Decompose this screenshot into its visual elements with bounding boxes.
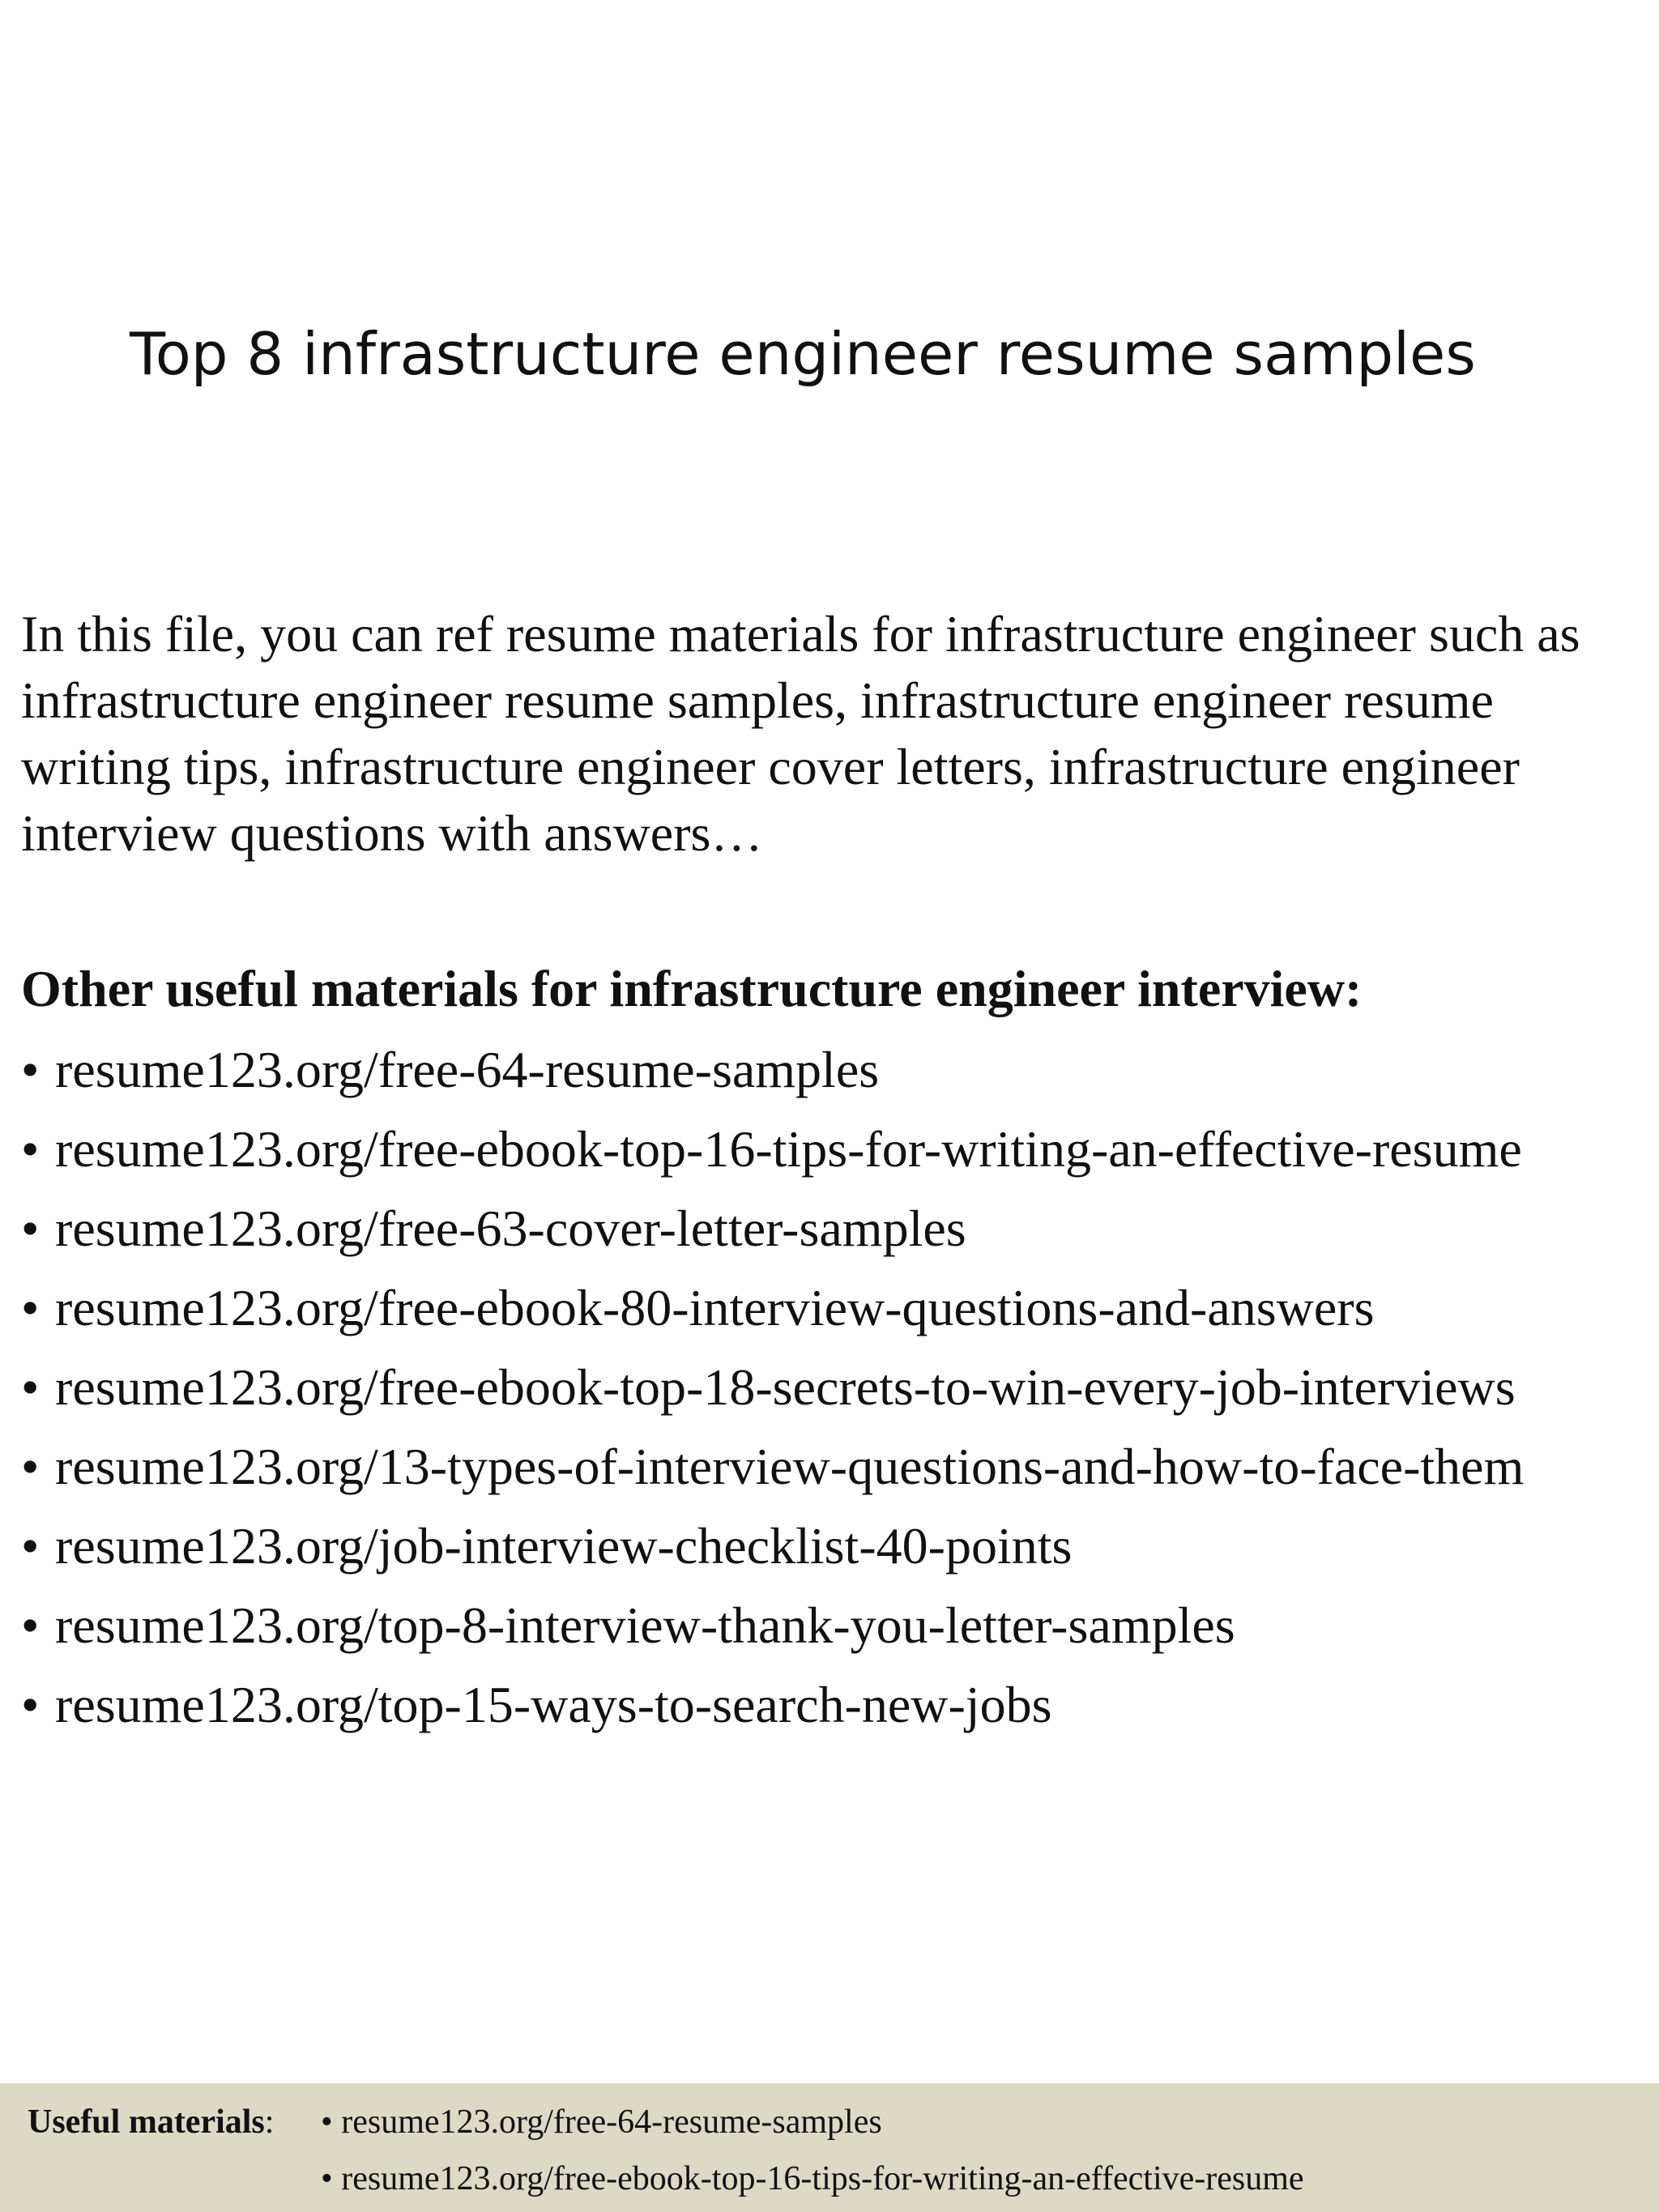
footer-link-list [321,2096,1304,2210]
bullet: • [321,2103,333,2141]
materials-link[interactable]: resume123.org/job-interview-checklist-40-points [55,1517,1073,1575]
bullet: • [321,2160,333,2197]
footer-link[interactable]: resume123.org/free-ebook-top-16-tips-for-writing-an-effective-resume [341,2160,1304,2197]
materials-link-item[interactable] [21,1268,1524,1348]
materials-link[interactable]: resume123.org/top-15-ways-to-search-new-jobs [55,1676,1052,1733]
bullet: • [21,1596,40,1654]
footer-link-item[interactable] [321,2096,1304,2153]
materials-link[interactable]: resume123.org/free-63-cover-letter-samples [55,1200,966,1257]
bullet: • [21,1200,40,1257]
intro-paragraph: In this file, you can ref resume materials for infrastructure engineer such as infrastructure engineer resume samples, infrastructure engineer resume writing tips, infrastructure engineer cover letters, infrastructure engineer interview questions with answers… [21,605,1580,862]
bullet: • [21,1438,40,1495]
footer-label-text: Useful materials [28,2103,265,2141]
materials-link[interactable]: resume123.org/free-64-resume-samples [55,1041,880,1098]
materials-link-item[interactable] [21,1586,1524,1665]
footer-link-item[interactable] [321,2153,1304,2210]
page-title: Top 8 infrastructure engineer resume samples [130,320,1476,388]
footer-label [28,2096,274,2148]
bullet: • [21,1279,40,1336]
materials-link-item[interactable] [21,1665,1524,1745]
materials-link-item[interactable] [21,1110,1524,1189]
bullet: • [21,1676,40,1733]
materials-link-item[interactable] [21,1348,1524,1427]
bullet: • [21,1041,40,1098]
materials-link[interactable]: resume123.org/free-ebook-top-16-tips-for-writing-an-effective-resume [55,1120,1522,1178]
other-materials-heading: Other useful materials for infrastructure engineer interview: [21,960,1363,1017]
footer-label-separator: : [264,2103,275,2141]
footer-bar [0,2083,1659,2212]
materials-link-item[interactable] [21,1189,1524,1268]
bullet: • [21,1358,40,1416]
materials-link[interactable]: resume123.org/free-ebook-80-interview-questions-and-answers [55,1279,1375,1336]
materials-link[interactable]: resume123.org/top-8-interview-thank-you-letter-samples [55,1596,1235,1654]
materials-link-item[interactable] [21,1427,1524,1507]
footer-link[interactable]: resume123.org/free-64-resume-samples [341,2103,882,2141]
materials-link-list [21,1030,1524,1745]
bullet: • [21,1120,40,1178]
materials-link-item[interactable] [21,1030,1524,1110]
materials-link[interactable]: resume123.org/13-types-of-interview-questions-and-how-to-face-them [55,1438,1525,1495]
bullet: • [21,1517,40,1575]
materials-link[interactable]: resume123.org/free-ebook-top-18-secrets-to-win-every-job-interviews [55,1358,1516,1416]
materials-link-item[interactable] [21,1507,1524,1586]
